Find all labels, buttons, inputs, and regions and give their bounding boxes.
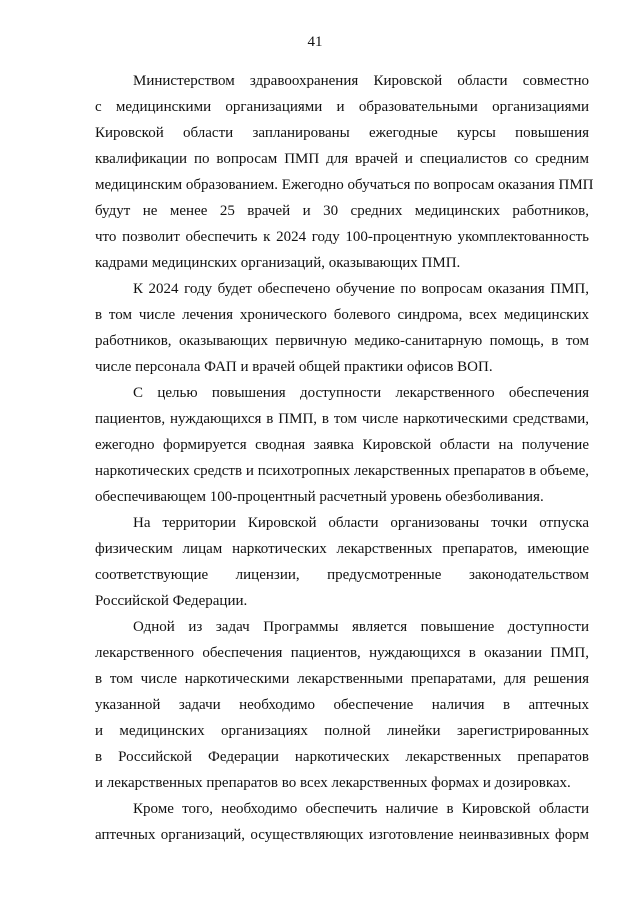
text-line: Министерством здравоохранения Кировской области совместно xyxy=(133,73,589,89)
text-line: К 2024 году будет обеспечено обучение по вопросам оказания ПМП, xyxy=(133,281,589,297)
text-line: квалификации по вопросам ПМП для врачей и специалистов со средним xyxy=(95,151,589,167)
text-line: С целью повышения доступности лекарственного обеспечения xyxy=(133,385,589,401)
text-line: обеспечивающем 100-процентный расчетный уровень обезболивания. xyxy=(95,489,544,505)
text-line: что позволит обеспечить к 2024 году 100-процентную укомплектованность xyxy=(95,229,589,245)
text-line: Российской Федерации. xyxy=(95,593,248,609)
text-line: медицинским образованием. Ежегодно обучаться по вопросам оказания ПМП xyxy=(95,177,594,193)
text-line: Одной из задач Программы является повышение доступности xyxy=(133,619,589,635)
text-line: лекарственного обеспечения пациентов, нуждающихся в оказании ПМП, xyxy=(95,645,589,661)
text-line: На территории Кировской области организованы точки отпуска xyxy=(133,515,589,531)
text-line: и лекарственных препаратов во всех лекарственных формах и дозировках. xyxy=(95,775,571,791)
text-line: наркотических средств и психотропных лекарственных препаратов в объеме, xyxy=(95,463,589,479)
paragraph xyxy=(95,276,589,380)
text-line: в том числе наркотическими лекарственными препаратами, для решения xyxy=(95,671,589,687)
text-line: кадрами медицинских организаций, оказывающих ПМП. xyxy=(95,255,461,271)
text-line: в том числе лечения хронического болевого синдрома, всех медицинских xyxy=(95,307,589,323)
text-line: с медицинскими организациями и образовательными организациями xyxy=(95,99,589,115)
text-line: физическим лицам наркотических лекарственных препаратов, имеющие xyxy=(95,541,589,557)
text-line: числе персонала ФАП и врачей общей практики офисов ВОП. xyxy=(95,359,493,375)
page-number: 41 xyxy=(307,34,323,50)
paragraph xyxy=(95,614,589,796)
paragraph xyxy=(95,510,589,614)
paragraph xyxy=(95,68,594,276)
paragraph xyxy=(95,796,589,848)
text-line: в Российской Федерации наркотических лекарственных препаратов xyxy=(95,749,589,765)
text-line: указанной задачи необходимо обеспечение наличия в аптечных xyxy=(95,697,589,713)
paragraph xyxy=(95,380,589,510)
text-line: работников, оказывающих первичную медико-санитарную помощь, в том xyxy=(95,333,589,349)
text-line: Кировской области запланированы ежегодные курсы повышения xyxy=(95,125,589,141)
text-line: соответствующие лицензии, предусмотренные законодательством xyxy=(95,567,589,583)
text-line: ежегодно формируется сводная заявка Кировской области на получение xyxy=(95,437,589,453)
text-line: будут не менее 25 врачей и 30 средних медицинских работников, xyxy=(95,203,589,219)
text-line: и медицинских организациях полной линейки зарегистрированных xyxy=(95,723,589,739)
text-line: Кроме того, необходимо обеспечить наличие в Кировской области xyxy=(133,801,589,817)
text-line: аптечных организаций, осуществляющих изготовление неинвазивных форм xyxy=(95,827,589,843)
text-line: пациентов, нуждающихся в ПМП, в том числе наркотическими средствами, xyxy=(95,411,589,427)
document-body xyxy=(95,68,594,848)
